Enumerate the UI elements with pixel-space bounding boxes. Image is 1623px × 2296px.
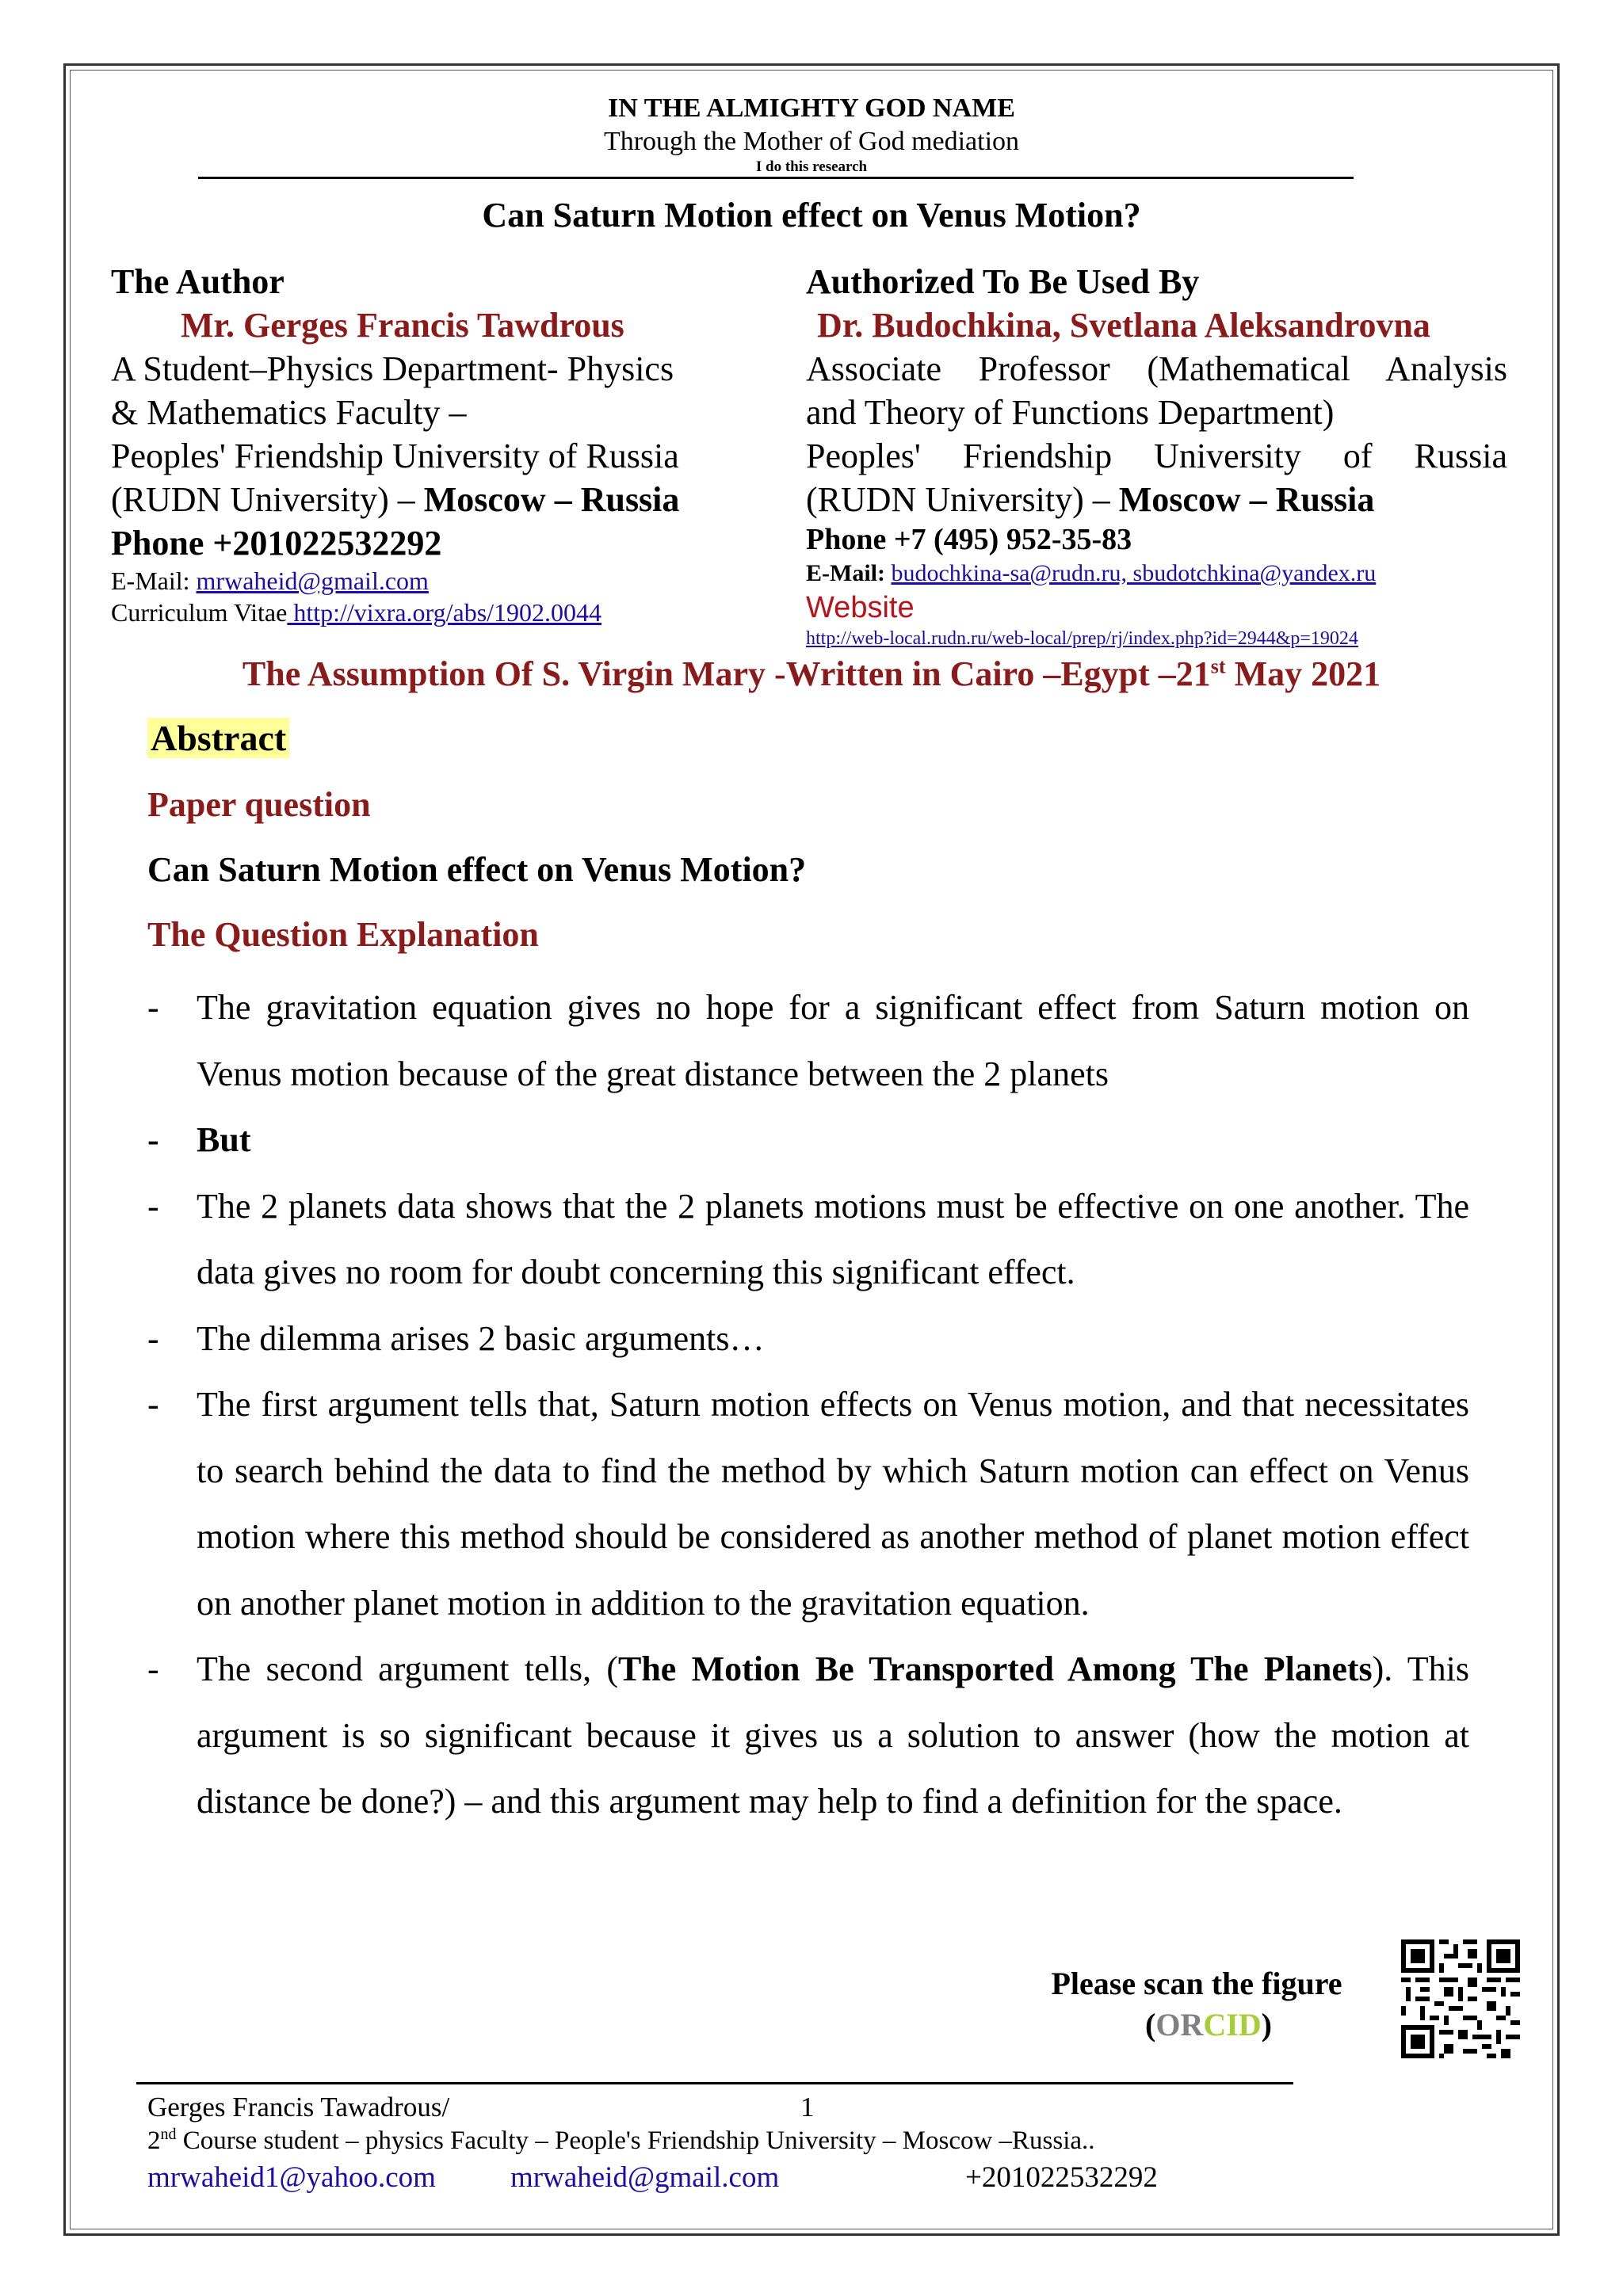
authorized-email-row: E-Mail: budochkina-sa@rudn.ru, sbudotchkina@yandex.ru [806,560,1377,586]
scan-instruction: Please scan the figure [1051,1966,1342,2001]
list-item: - The dilemma arises 2 basic arguments… [147,1306,1469,1372]
authorized-website-row [806,626,1507,651]
authorized-email-link[interactable]: budochkina-sa@rudn.ru, sbudotchkina@yandex.ru [891,560,1377,586]
author-affiliation-4: (RUDN University) – Moscow – Russia [111,480,680,519]
footer-email-gmail-link[interactable]: mrwaheid@gmail.com [510,2161,780,2194]
list-item: - The 2 planets data shows that the 2 planets motions must be effective on one another. The data gives no room for doubt concerning this significant effect. [147,1173,1469,1306]
list-item: - The first argument tells that, Saturn motion effects on Venus motion, and that necessitates to search behind the data to find the method by which Saturn motion can effect on Venus motion where this method should be considered as another method of planet motion effect on another planet motion in addition to the gravitation equation. [147,1371,1469,1636]
author-email-link[interactable]: mrwaheid@gmail.com [196,566,429,595]
authorized-website-label: Website [806,591,915,624]
footer-contacts [147,2161,1336,2195]
header-mediation: Through the Mother of God mediation [603,127,1020,156]
author-name: Mr. Gerges Francis Tawdrous [181,306,624,345]
footer-email-yahoo-link[interactable]: mrwaheid1@yahoo.com [147,2161,436,2194]
paper-question: Can Saturn Motion effect on Venus Motion? [147,850,807,889]
author-affiliation-1: A Student–Physics Department- Physics [111,349,674,388]
page-number: 1 [800,2092,815,2122]
footer-phone: +201022532292 [965,2161,1158,2194]
list-item: - But [147,1107,1469,1173]
authorized-heading: Authorized To Be Used By [806,262,1200,301]
author-heading: The Author [111,262,285,301]
orcid-qr-code-icon[interactable] [1401,1939,1520,2058]
authorized-affiliation-3: Peoples' Friendship University of Russia [806,437,1507,475]
authorized-website-link[interactable]: http://web-local.rudn.ru/web-local/prep/rj/index.php?id=2944&p=19024 [806,628,1358,649]
header-dedication: IN THE ALMIGHTY GOD NAME [608,93,1015,123]
list-item: - The gravitation equation gives no hope for a significant effect from Saturn motion on Venus motion because of the great distance between the 2 planets [147,974,1469,1107]
assumption-line: The Assumption Of S. Virgin Mary -Written in Cairo –Egypt –21st May 2021 [242,654,1381,693]
paper-question-label: Paper question [147,785,371,824]
author-email-row: E-Mail: mrwaheid@gmail.com [111,566,429,595]
author-phone: Phone +201022532292 [111,524,442,563]
authorized-affiliation-1: Associate Professor (Mathematical Analysis [806,349,1507,388]
author-affiliation-2: & Mathematics Faculty – [111,393,467,432]
explanation-label: The Question Explanation [147,915,539,954]
paper-title: Can Saturn Motion effect on Venus Motion? [482,196,1141,235]
footer-course: 2nd Course student – physics Faculty – People's Friendship University – Moscow –Russia.. [147,2126,1095,2155]
footer-author: Gerges Francis Tawadrous/ [147,2092,450,2122]
author-cv-row: Curriculum Vitae http://vixra.org/abs/1902.0044 [111,598,602,627]
orcid-callout [1030,1963,1363,2046]
authorized-name: Dr. Budochkina, Svetlana Aleksandrovna [817,306,1430,345]
header-research-note: I do this research [755,158,868,175]
author-affiliation-3: Peoples' Friendship University of Russia [111,437,679,475]
list-item: - The second argument tells, (The Motion Be Transported Among The Planets). This argument is so significant because it gives us a solution to answer (how the motion at distance be done?) – and this argument may help to find a definition for the space. [147,1636,1469,1835]
authorized-affiliation-4: (RUDN University) – Moscow – Russia [806,480,1375,519]
header-rule [198,177,1354,179]
author-cv-link[interactable]: http://vixra.org/abs/1902.0044 [287,598,602,627]
authorized-affiliation-2: and Theory of Functions Department) [806,393,1335,432]
orcid-label: (ORCID) [1145,2007,1272,2042]
author-block [111,260,745,628]
authorized-block [806,260,1507,651]
abstract-heading: Abstract [147,717,1469,759]
footer-rule [136,2082,1293,2084]
explanation-list [147,974,1469,1835]
authorized-phone: Phone +7 (495) 952-35-83 [806,523,1132,556]
